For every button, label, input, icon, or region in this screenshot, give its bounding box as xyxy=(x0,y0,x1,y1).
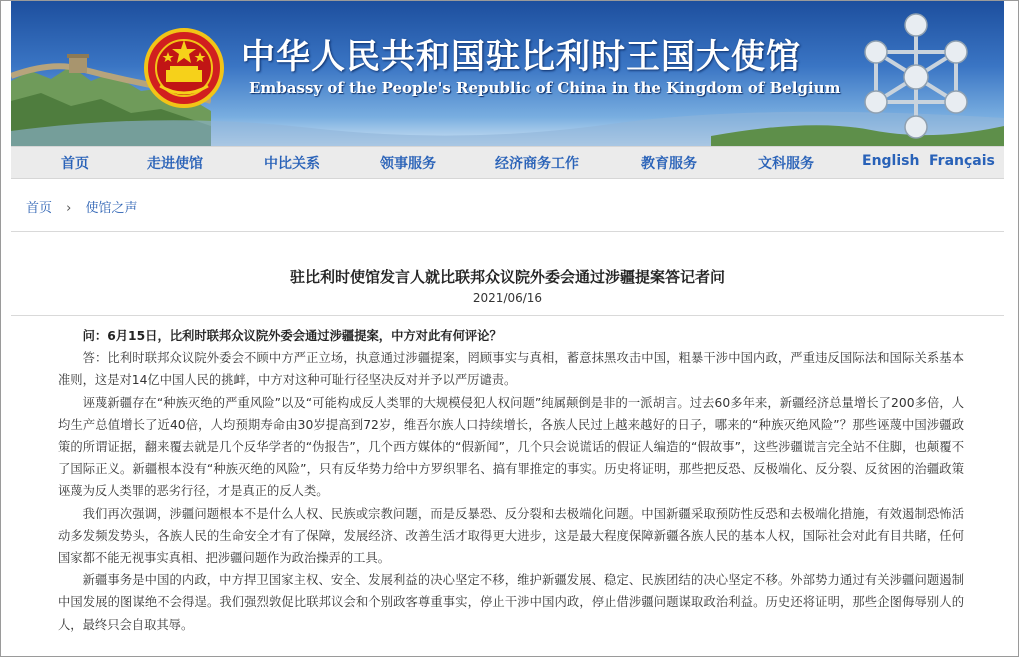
national-emblem xyxy=(144,28,224,108)
article-title: 驻比利时使馆发言人就比联邦众议院外委会通过涉疆提案答记者问 xyxy=(289,268,725,286)
article-date: 2021/06/16 xyxy=(472,291,543,305)
breadcrumb-home[interactable]: 首页 xyxy=(26,201,53,216)
article-paragraph: 答：比利时联邦众议院外委会不顾中方严正立场，执意通过涉疆提案，罔顾事实与真相，蓄意抹黑攻击中国，粗暴干涉中国内政，严重违反国际法和国际关系基本准则，这是对14亿中国人民的挑衅，中方对这种可耻行径坚决反对并予以严厉谴责。 xyxy=(58,351,964,388)
breadcrumb-separator: › xyxy=(66,201,72,216)
nav-item-consular[interactable]: 领事服务 xyxy=(380,156,436,172)
nav-item-education[interactable]: 教育服务 xyxy=(641,156,697,172)
article-question: 问：6月15日，比利时联邦众议院外委会通过涉疆提案，中方对此有何评论？ xyxy=(82,329,502,343)
nav-item-home[interactable]: 首页 xyxy=(61,156,89,172)
nav-item-english[interactable]: English xyxy=(862,153,920,169)
article-body xyxy=(58,325,964,636)
article-paragraph: 新疆事务是中国的内政，中方捍卫国家主权、安全、发展利益的决心坚定不移，维护新疆发展、稳定、民族团结的决心坚定不移。外部势力通过有关涉疆问题遏制中国发展的图谋绝不会得逞。我们强烈敦促比联邦议会和个别政客尊重事实，停止干涉中国内政，停止借涉疆问题谋取政治利益。历史还将证明，那些企图侮辱别人的人，最终只会自取其辱。 xyxy=(58,573,964,632)
article-paragraph: 诬蔑新疆存在“种族灭绝的严重风险”以及“可能构成反人类罪的大规模侵犯人权问题”纯属颠倒是非的一派胡言。过去60多年来，新疆经济总量增长了200多倍，人均生产总值增长了近40倍，人均预期寿命由30岁提高到72岁，维吾尔族人口持续增长，各族人民过上越来越好的日子，哪来的“种族灭绝风险”？那些诬蔑中国涉疆政策的所谓证据，翻来覆去就是几个反华学者的“伪报告”，几个西方媒体的“假新闻”，几个只会说谎话的假证人编造的“假故事”，这些涉疆谎言完全站不住脚，也颠覆不了国际正义。新疆根本没有“种族灭绝的风险”，只有反华势力给中方罗织罪名、搞有罪推定的事实。历史将证明，那些把反恐、反极端化、反分裂、反贫困的治疆政策诬蔑为反人类罪的恶劣行径，才是真正的反人类。 xyxy=(58,395,964,499)
header-banner xyxy=(11,1,1004,146)
breadcrumb xyxy=(26,197,138,216)
nav-item-relations[interactable]: 中比关系 xyxy=(264,156,320,172)
atomium-image xyxy=(841,7,991,146)
site-title-cn: 中华人民共和国驻比利时王国大使馆 xyxy=(241,37,801,77)
nav-item-about[interactable]: 走进使馆 xyxy=(147,156,203,172)
nav-item-economic[interactable]: 经济商务工作 xyxy=(495,156,579,172)
divider xyxy=(11,231,1004,232)
nav-item-french[interactable]: Français xyxy=(929,153,995,169)
article-paragraph: 我们再次强调，涉疆问题根本不是什么人权、民族或宗教问题，而是反暴恐、反分裂和去极端化问题。中国新疆采取预防性反恐和去极端化措施，有效遏制恐怖活动多发频发势头，各族人民的生命安全才有了保障，发展经济、改善生活才取得更大进步，这是最大程度保障新疆各族人民的基本人权，国际社会对此有目共睹，任何国家都不能无视事实真相、把涉疆问题作为政治操弄的工具。 xyxy=(58,506,964,566)
divider xyxy=(11,315,1004,316)
site-title-en: Embassy of the People's Republic of China in the Kingdom of Belgium xyxy=(249,79,841,97)
main-nav xyxy=(11,146,1004,179)
breadcrumb-current[interactable]: 使馆之声 xyxy=(85,201,138,216)
nav-item-culture[interactable]: 文科服务 xyxy=(758,156,814,172)
